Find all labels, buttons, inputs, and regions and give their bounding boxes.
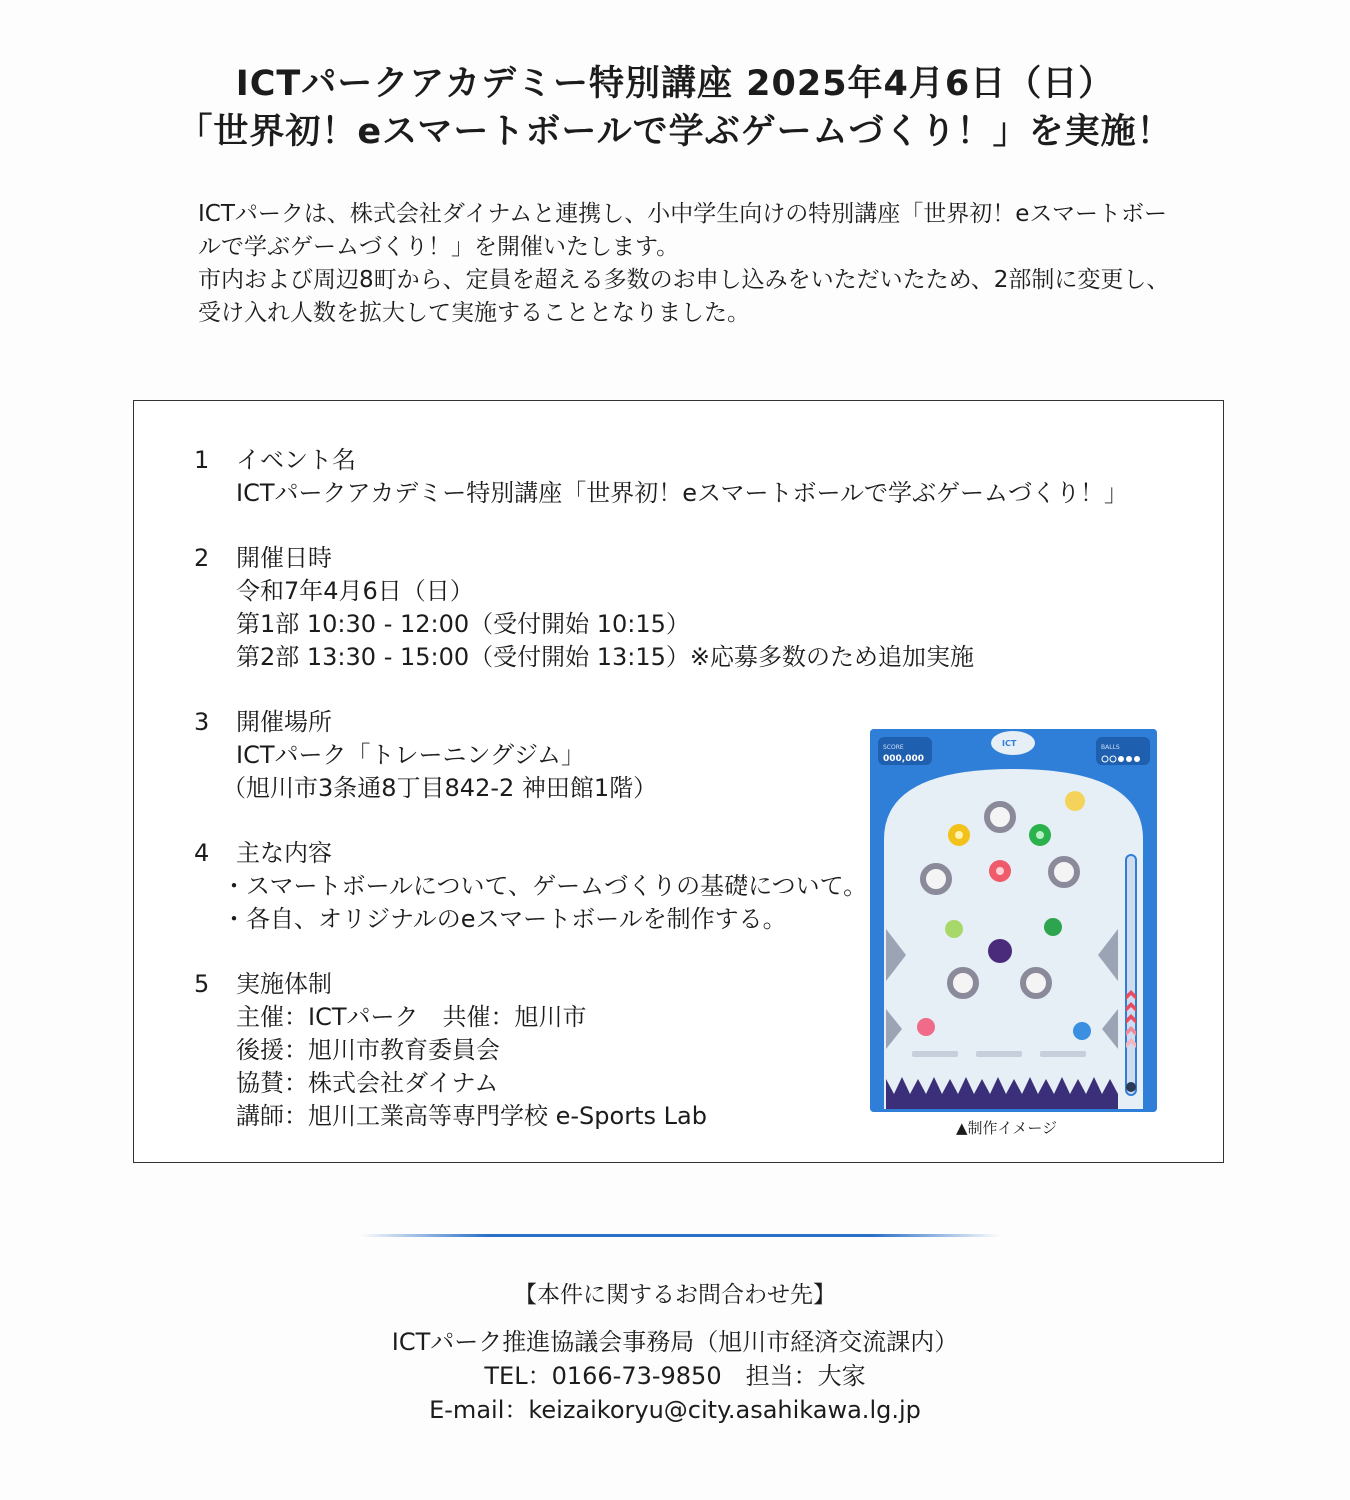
section-event-name <box>194 444 1128 510</box>
score-value: 000,000 <box>883 754 924 764</box>
section-organization <box>194 968 707 1133</box>
section-contents <box>194 837 867 936</box>
section-line: 第1部 10:30 - 12:00（受付開始 10:15） <box>236 610 690 638</box>
contact-organization: ICTパーク推進協議会事務局（旭川市経済交流課内） <box>391 1328 959 1356</box>
section-line: （旭川市3条通8丁目842-2 神田館1階） <box>222 774 658 802</box>
launch-lane <box>1126 855 1136 1095</box>
section-line: 主催：ICTパーク 共催：旭川市 <box>236 1003 587 1031</box>
landing-pads <box>912 1051 1086 1057</box>
purple-bumper <box>988 939 1012 963</box>
game-preview-image <box>870 729 1157 1112</box>
section-heading: イベント名 <box>236 446 356 474</box>
section-heading: 開催日時 <box>236 544 332 572</box>
divider-line <box>360 1234 1000 1237</box>
section-heading: 主な内容 <box>236 839 332 867</box>
section-line: ・各自、オリジナルのeスマートボールを制作する。 <box>222 905 787 933</box>
intro-paragraph-2: 市内および周辺8町から、定員を超える多数のお申し込みをいただいたため、2部制に変更し、受け入れ人数を拡大して実施することとなりました。 <box>198 267 1170 326</box>
contact-email: E-mail：keizaikoryu@city.asahikawa.lg.jp <box>429 1396 921 1424</box>
section-line: 令和7年4月6日（日） <box>236 577 474 605</box>
section-number: 2 <box>194 544 210 572</box>
section-line: 講師：旭川工業高等専門学校 e-Sports Lab <box>236 1102 707 1130</box>
score-label: SCORE <box>883 744 904 751</box>
section-heading: 開催場所 <box>236 708 332 736</box>
event-details-box <box>133 400 1224 1163</box>
section-line: 後援：旭川市教育委員会 <box>236 1036 500 1064</box>
image-caption: ▲制作イメージ <box>956 1119 1058 1137</box>
section-heading: 実施体制 <box>236 970 332 998</box>
section-number: 1 <box>194 446 210 474</box>
section-line: 協賛：株式会社ダイナム <box>236 1069 499 1097</box>
intro-paragraph-1: ICTパークは、株式会社ダイナムと連携し、小中学生向けの特別講座「世界初！eスマートボールで学ぶゲームづくり！」を開催いたします。 <box>198 201 1167 260</box>
ball-icon <box>1126 1082 1136 1092</box>
section-venue <box>194 706 657 805</box>
section-line: ICTパーク「トレーニングジム」 <box>236 741 586 769</box>
section-line: ICTパークアカデミー特別講座「世界初！eスマートボールで学ぶゲームづくり！」 <box>236 479 1129 507</box>
balls-label: BALLS <box>1101 744 1120 751</box>
section-datetime <box>194 542 974 674</box>
section-number: 5 <box>194 970 210 998</box>
page-title-line1: ICTパークアカデミー特別講座 2025年4月6日（日） <box>235 64 1115 104</box>
page-title-line2: 「世界初！eスマートボールで学ぶゲームづくり！」を実施！ <box>177 112 1173 152</box>
contact-heading: 【本件に関するお問合わせ先】 <box>514 1282 836 1308</box>
section-number: 4 <box>194 839 210 867</box>
ict-logo: ICT <box>1002 739 1017 748</box>
section-number: 3 <box>194 708 210 736</box>
contact-phone: TEL：0166-73-9850 担当：大家 <box>484 1362 866 1390</box>
section-line: 第2部 13:30 - 15:00（受付開始 13:15）※応募多数のため追加実施 <box>236 643 975 671</box>
section-line: ・スマートボールについて、ゲームづくりの基礎について。 <box>222 872 868 900</box>
